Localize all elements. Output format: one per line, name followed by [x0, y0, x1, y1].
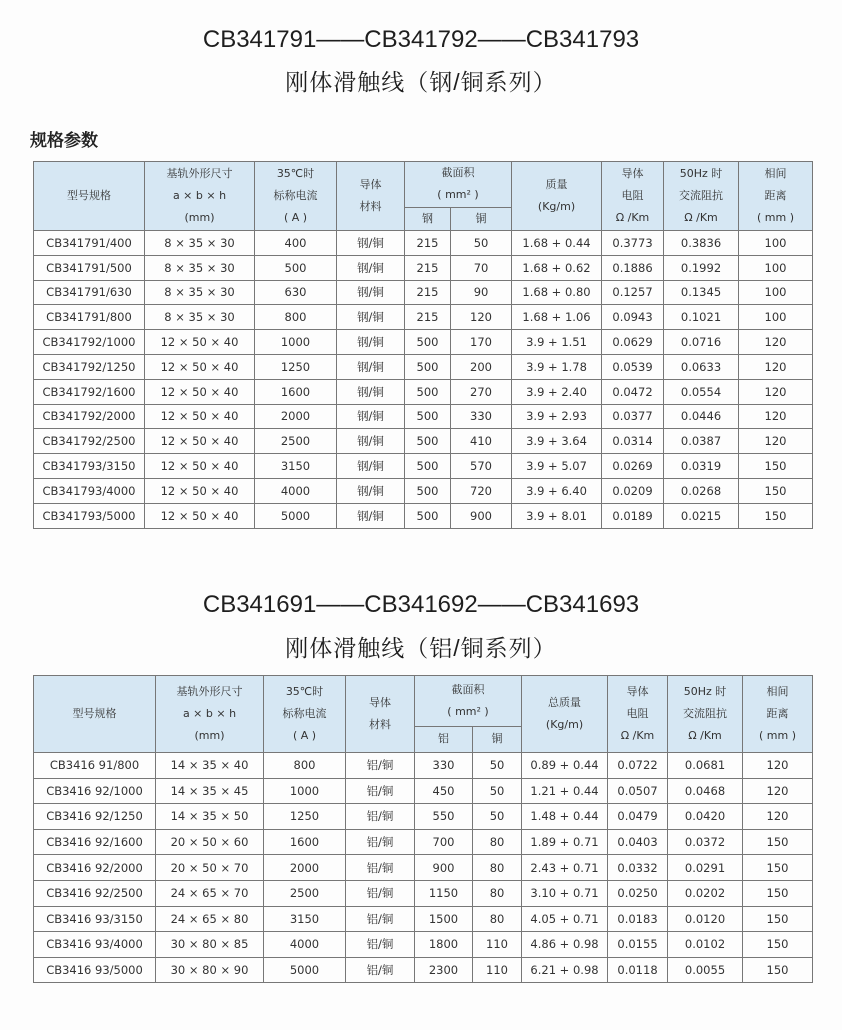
cell-area-copper: 80 — [473, 880, 522, 906]
cell-area-primary: 1500 — [415, 906, 473, 932]
cell-material: 钢/铜 — [337, 503, 405, 528]
cell-rated-current: 2000 — [255, 404, 337, 429]
cell-mass: 4.86 + 0.98 — [522, 932, 608, 958]
cell-model: CB341791/800 — [34, 305, 145, 330]
cell-resistance: 0.1886 — [602, 255, 664, 280]
cell-resistance: 0.1257 — [602, 280, 664, 305]
header-resistance: 导体 电阻 Ω /Km — [602, 162, 664, 231]
cell-material: 铝/铜 — [346, 855, 415, 881]
cell-dimensions: 12 × 50 × 40 — [145, 478, 255, 503]
cell-area-primary: 500 — [405, 454, 451, 479]
cell-area-primary: 500 — [405, 404, 451, 429]
cell-area-primary: 330 — [415, 753, 473, 779]
cell-material: 钢/铜 — [337, 255, 405, 280]
table-row — [34, 478, 813, 503]
cell-area-copper: 120 — [451, 305, 512, 330]
cell-impedance: 0.1021 — [664, 305, 739, 330]
cell-material: 钢/铜 — [337, 280, 405, 305]
cell-rated-current: 800 — [255, 305, 337, 330]
cell-area-copper: 900 — [451, 503, 512, 528]
cell-dimensions: 30 × 80 × 85 — [156, 932, 264, 958]
header-rated-current: 35℃时 标称电流 ( A ) — [255, 162, 337, 231]
cell-model: CB3416 92/1250 — [34, 804, 156, 830]
cell-rated-current: 2500 — [255, 429, 337, 454]
cell-area-copper: 270 — [451, 379, 512, 404]
cell-material: 钢/铜 — [337, 305, 405, 330]
cell-impedance: 0.0319 — [664, 454, 739, 479]
cell-rated-current: 2500 — [264, 880, 346, 906]
cell-area-copper: 80 — [473, 906, 522, 932]
cell-model: CB3416 91/800 — [34, 753, 156, 779]
cell-resistance: 0.0479 — [608, 804, 668, 830]
cell-mass: 3.10 + 0.71 — [522, 880, 608, 906]
cell-area-primary: 500 — [405, 429, 451, 454]
cell-dimensions: 24 × 65 × 70 — [156, 880, 264, 906]
cell-dimensions: 20 × 50 × 70 — [156, 855, 264, 881]
cell-resistance: 0.0629 — [602, 330, 664, 355]
header-cross-section: 截面积 ( mm² ) — [415, 676, 522, 727]
table-row — [34, 829, 813, 855]
cell-phase-distance: 150 — [743, 906, 813, 932]
cell-area-copper: 50 — [473, 753, 522, 779]
cell-resistance: 0.0722 — [608, 753, 668, 779]
cell-rated-current: 1600 — [264, 829, 346, 855]
cell-dimensions: 8 × 35 × 30 — [145, 231, 255, 256]
cell-rated-current: 5000 — [264, 957, 346, 983]
cell-mass: 1.68 + 0.80 — [512, 280, 602, 305]
cell-material: 钢/铜 — [337, 429, 405, 454]
cell-impedance: 0.0716 — [664, 330, 739, 355]
section1-model-title: CB341791——CB341792——CB341793 — [202, 26, 640, 53]
cell-mass: 1.89 + 0.71 — [522, 829, 608, 855]
cell-impedance: 0.3836 — [664, 231, 739, 256]
cell-mass: 1.68 + 1.06 — [512, 305, 602, 330]
cell-resistance: 0.0209 — [602, 478, 664, 503]
cell-area-primary: 700 — [415, 829, 473, 855]
header-material: 导体 材料 — [346, 676, 415, 753]
cell-area-copper: 80 — [473, 855, 522, 881]
header-dimensions: 基轨外形尺寸 a × b × h (mm) — [156, 676, 264, 753]
cell-area-copper: 410 — [451, 429, 512, 454]
cell-resistance: 0.0250 — [608, 880, 668, 906]
cell-material: 铝/铜 — [346, 753, 415, 779]
table-row — [34, 778, 813, 804]
cell-phase-distance: 150 — [743, 880, 813, 906]
cell-phase-distance: 120 — [739, 379, 813, 404]
spec-section-label: 规格参数 — [30, 131, 98, 151]
cell-area-copper: 70 — [451, 255, 512, 280]
cell-impedance: 0.1992 — [664, 255, 739, 280]
cell-phase-distance: 100 — [739, 280, 813, 305]
cell-mass: 3.9 + 6.40 — [512, 478, 602, 503]
cell-impedance: 0.0268 — [664, 478, 739, 503]
cell-phase-distance: 100 — [739, 305, 813, 330]
cell-dimensions: 24 × 65 × 80 — [156, 906, 264, 932]
cell-model: CB3416 92/2500 — [34, 880, 156, 906]
cell-model: CB341792/1000 — [34, 330, 145, 355]
cell-phase-distance: 150 — [739, 478, 813, 503]
cell-dimensions: 12 × 50 × 40 — [145, 404, 255, 429]
cell-impedance: 0.1345 — [664, 280, 739, 305]
cell-phase-distance: 150 — [739, 454, 813, 479]
cell-area-copper: 50 — [473, 804, 522, 830]
cell-rated-current: 630 — [255, 280, 337, 305]
cell-resistance: 0.0472 — [602, 379, 664, 404]
cell-rated-current: 3150 — [255, 454, 337, 479]
header-rated-current: 35℃时 标称电流 ( A ) — [264, 676, 346, 753]
header-phase-distance: 相间 距离 ( mm ) — [743, 676, 813, 753]
cell-resistance: 0.0377 — [602, 404, 664, 429]
table-row — [34, 305, 813, 330]
cell-impedance: 0.0215 — [664, 503, 739, 528]
cell-model: CB3416 93/3150 — [34, 906, 156, 932]
section2-product-title: 刚体滑触线（铝/铜系列） — [285, 635, 557, 661]
cell-dimensions: 12 × 50 × 40 — [145, 354, 255, 379]
table-row — [34, 454, 813, 479]
cell-rated-current: 800 — [264, 753, 346, 779]
cell-dimensions: 12 × 50 × 40 — [145, 503, 255, 528]
header-area-copper: 铜 — [473, 726, 522, 752]
cell-dimensions: 12 × 50 × 40 — [145, 379, 255, 404]
cell-model: CB341793/5000 — [34, 503, 145, 528]
cell-model: CB341792/1250 — [34, 354, 145, 379]
cell-area-primary: 215 — [405, 255, 451, 280]
cell-phase-distance: 120 — [743, 804, 813, 830]
spec-table-aluminum-copper — [33, 675, 813, 983]
cell-impedance: 0.0102 — [668, 932, 743, 958]
cell-mass: 2.43 + 0.71 — [522, 855, 608, 881]
cell-phase-distance: 150 — [743, 855, 813, 881]
cell-resistance: 0.3773 — [602, 231, 664, 256]
cell-resistance: 0.0269 — [602, 454, 664, 479]
cell-area-copper: 50 — [473, 778, 522, 804]
cell-rated-current: 1600 — [255, 379, 337, 404]
cell-impedance: 0.0446 — [664, 404, 739, 429]
cell-model: CB341792/1600 — [34, 379, 145, 404]
table-row — [34, 880, 813, 906]
table-row — [34, 855, 813, 881]
cell-mass: 1.48 + 0.44 — [522, 804, 608, 830]
cell-material: 钢/铜 — [337, 354, 405, 379]
cell-area-primary: 500 — [405, 503, 451, 528]
section2-model-title: CB341691——CB341692——CB341693 — [202, 591, 640, 618]
cell-model: CB341792/2500 — [34, 429, 145, 454]
cell-mass: 4.05 + 0.71 — [522, 906, 608, 932]
cell-impedance: 0.0372 — [668, 829, 743, 855]
cell-material: 钢/铜 — [337, 404, 405, 429]
cell-resistance: 0.0189 — [602, 503, 664, 528]
cell-area-copper: 110 — [473, 932, 522, 958]
cell-model: CB3416 93/4000 — [34, 932, 156, 958]
cell-phase-distance: 120 — [743, 753, 813, 779]
header-dimensions: 基轨外形尺寸 a × b × h (mm) — [145, 162, 255, 231]
cell-area-copper: 570 — [451, 454, 512, 479]
cell-rated-current: 1000 — [255, 330, 337, 355]
spec-table-steel-copper — [33, 161, 813, 529]
cell-impedance: 0.0681 — [668, 753, 743, 779]
cell-material: 铝/铜 — [346, 906, 415, 932]
cell-resistance: 0.0155 — [608, 932, 668, 958]
cell-dimensions: 8 × 35 × 30 — [145, 305, 255, 330]
cell-area-copper: 80 — [473, 829, 522, 855]
cell-rated-current: 400 — [255, 231, 337, 256]
table-row — [34, 404, 813, 429]
table-row — [34, 429, 813, 454]
header-area-copper: 铜 — [451, 207, 512, 230]
cell-area-copper: 110 — [473, 957, 522, 983]
section1-product-title: 刚体滑触线（钢/铜系列） — [285, 69, 557, 95]
cell-area-primary: 215 — [405, 231, 451, 256]
cell-area-copper: 720 — [451, 478, 512, 503]
header-impedance: 50Hz 时 交流阻抗 Ω /Km — [664, 162, 739, 231]
cell-area-primary: 500 — [405, 354, 451, 379]
cell-impedance: 0.0468 — [668, 778, 743, 804]
table-row — [34, 354, 813, 379]
cell-dimensions: 8 × 35 × 30 — [145, 280, 255, 305]
cell-model: CB3416 93/5000 — [34, 957, 156, 983]
cell-phase-distance: 120 — [743, 778, 813, 804]
cell-mass: 3.9 + 2.40 — [512, 379, 602, 404]
cell-resistance: 0.0403 — [608, 829, 668, 855]
cell-impedance: 0.0202 — [668, 880, 743, 906]
header-resistance: 导体 电阻 Ω /Km — [608, 676, 668, 753]
cell-phase-distance: 120 — [739, 330, 813, 355]
cell-material: 铝/铜 — [346, 804, 415, 830]
cell-impedance: 0.0554 — [664, 379, 739, 404]
cell-area-copper: 200 — [451, 354, 512, 379]
cell-resistance: 0.0539 — [602, 354, 664, 379]
cell-material: 钢/铜 — [337, 231, 405, 256]
table-row — [34, 379, 813, 404]
cell-area-primary: 550 — [415, 804, 473, 830]
cell-rated-current: 1250 — [255, 354, 337, 379]
cell-rated-current: 1250 — [264, 804, 346, 830]
cell-dimensions: 30 × 80 × 90 — [156, 957, 264, 983]
cell-model: CB341792/2000 — [34, 404, 145, 429]
table-row — [34, 932, 813, 958]
cell-area-primary: 500 — [405, 379, 451, 404]
table-row — [34, 231, 813, 256]
cell-mass: 3.9 + 8.01 — [512, 503, 602, 528]
table-row — [34, 804, 813, 830]
header-area-aluminum: 铝 — [415, 726, 473, 752]
cell-phase-distance: 150 — [743, 957, 813, 983]
cell-material: 铝/铜 — [346, 829, 415, 855]
cell-resistance: 0.0118 — [608, 957, 668, 983]
cell-rated-current: 4000 — [264, 932, 346, 958]
cell-mass: 3.9 + 3.64 — [512, 429, 602, 454]
cell-resistance: 0.0314 — [602, 429, 664, 454]
cell-area-primary: 1150 — [415, 880, 473, 906]
cell-material: 钢/铜 — [337, 379, 405, 404]
cell-resistance: 0.0183 — [608, 906, 668, 932]
cell-area-primary: 450 — [415, 778, 473, 804]
table-row — [34, 255, 813, 280]
cell-area-primary: 500 — [405, 330, 451, 355]
cell-dimensions: 14 × 35 × 45 — [156, 778, 264, 804]
cell-phase-distance: 120 — [739, 429, 813, 454]
cell-model: CB3416 92/1600 — [34, 829, 156, 855]
cell-resistance: 0.0507 — [608, 778, 668, 804]
cell-dimensions: 12 × 50 × 40 — [145, 454, 255, 479]
cell-dimensions: 12 × 50 × 40 — [145, 330, 255, 355]
cell-material: 钢/铜 — [337, 478, 405, 503]
cell-rated-current: 1000 — [264, 778, 346, 804]
cell-mass: 0.89 + 0.44 — [522, 753, 608, 779]
cell-phase-distance: 150 — [743, 829, 813, 855]
cell-rated-current: 4000 — [255, 478, 337, 503]
cell-model: CB341793/3150 — [34, 454, 145, 479]
cell-mass: 3.9 + 1.78 — [512, 354, 602, 379]
cell-area-primary: 2300 — [415, 957, 473, 983]
cell-dimensions: 8 × 35 × 30 — [145, 255, 255, 280]
cell-impedance: 0.0633 — [664, 354, 739, 379]
cell-mass: 1.68 + 0.62 — [512, 255, 602, 280]
table-row — [34, 753, 813, 779]
header-impedance: 50Hz 时 交流阻抗 Ω /Km — [668, 676, 743, 753]
cell-impedance: 0.0055 — [668, 957, 743, 983]
cell-phase-distance: 120 — [739, 354, 813, 379]
cell-model: CB341791/630 — [34, 280, 145, 305]
table-row — [34, 330, 813, 355]
cell-area-copper: 170 — [451, 330, 512, 355]
cell-phase-distance: 100 — [739, 255, 813, 280]
cell-mass: 3.9 + 5.07 — [512, 454, 602, 479]
cell-area-primary: 900 — [415, 855, 473, 881]
cell-area-primary: 215 — [405, 305, 451, 330]
header-cross-section: 截面积 ( mm² ) — [405, 162, 512, 208]
cell-mass: 1.21 + 0.44 — [522, 778, 608, 804]
cell-model: CB3416 92/2000 — [34, 855, 156, 881]
cell-area-primary: 215 — [405, 280, 451, 305]
cell-model: CB341793/4000 — [34, 478, 145, 503]
header-total-mass: 总质量 (Kg/m) — [522, 676, 608, 753]
cell-impedance: 0.0120 — [668, 906, 743, 932]
cell-dimensions: 14 × 35 × 40 — [156, 753, 264, 779]
cell-phase-distance: 150 — [739, 503, 813, 528]
cell-area-copper: 50 — [451, 231, 512, 256]
cell-impedance: 0.0291 — [668, 855, 743, 881]
header-phase-distance: 相间 距离 ( mm ) — [739, 162, 813, 231]
cell-rated-current: 2000 — [264, 855, 346, 881]
cell-model: CB341791/500 — [34, 255, 145, 280]
cell-material: 钢/铜 — [337, 330, 405, 355]
table-row — [34, 906, 813, 932]
cell-resistance: 0.0332 — [608, 855, 668, 881]
cell-impedance: 0.0387 — [664, 429, 739, 454]
cell-phase-distance: 150 — [743, 932, 813, 958]
table-row — [34, 957, 813, 983]
cell-material: 铝/铜 — [346, 932, 415, 958]
cell-rated-current: 3150 — [264, 906, 346, 932]
cell-area-primary: 500 — [405, 478, 451, 503]
header-material: 导体 材料 — [337, 162, 405, 231]
header-model: 型号规格 — [34, 162, 145, 231]
header-model: 型号规格 — [34, 676, 156, 753]
cell-rated-current: 5000 — [255, 503, 337, 528]
cell-area-primary: 1800 — [415, 932, 473, 958]
cell-mass: 3.9 + 2.93 — [512, 404, 602, 429]
cell-rated-current: 500 — [255, 255, 337, 280]
header-area-steel: 钢 — [405, 207, 451, 230]
cell-mass: 6.21 + 0.98 — [522, 957, 608, 983]
cell-dimensions: 12 × 50 × 40 — [145, 429, 255, 454]
cell-material: 铝/铜 — [346, 880, 415, 906]
cell-phase-distance: 100 — [739, 231, 813, 256]
cell-area-copper: 90 — [451, 280, 512, 305]
cell-model: CB3416 92/1000 — [34, 778, 156, 804]
cell-material: 铝/铜 — [346, 957, 415, 983]
cell-dimensions: 20 × 50 × 60 — [156, 829, 264, 855]
cell-mass: 1.68 + 0.44 — [512, 231, 602, 256]
table-row — [34, 280, 813, 305]
cell-mass: 3.9 + 1.51 — [512, 330, 602, 355]
cell-resistance: 0.0943 — [602, 305, 664, 330]
cell-material: 钢/铜 — [337, 454, 405, 479]
header-mass: 质量 (Kg/m) — [512, 162, 602, 231]
table-row — [34, 503, 813, 528]
cell-dimensions: 14 × 35 × 50 — [156, 804, 264, 830]
cell-material: 铝/铜 — [346, 778, 415, 804]
cell-model: CB341791/400 — [34, 231, 145, 256]
cell-impedance: 0.0420 — [668, 804, 743, 830]
cell-phase-distance: 120 — [739, 404, 813, 429]
cell-area-copper: 330 — [451, 404, 512, 429]
